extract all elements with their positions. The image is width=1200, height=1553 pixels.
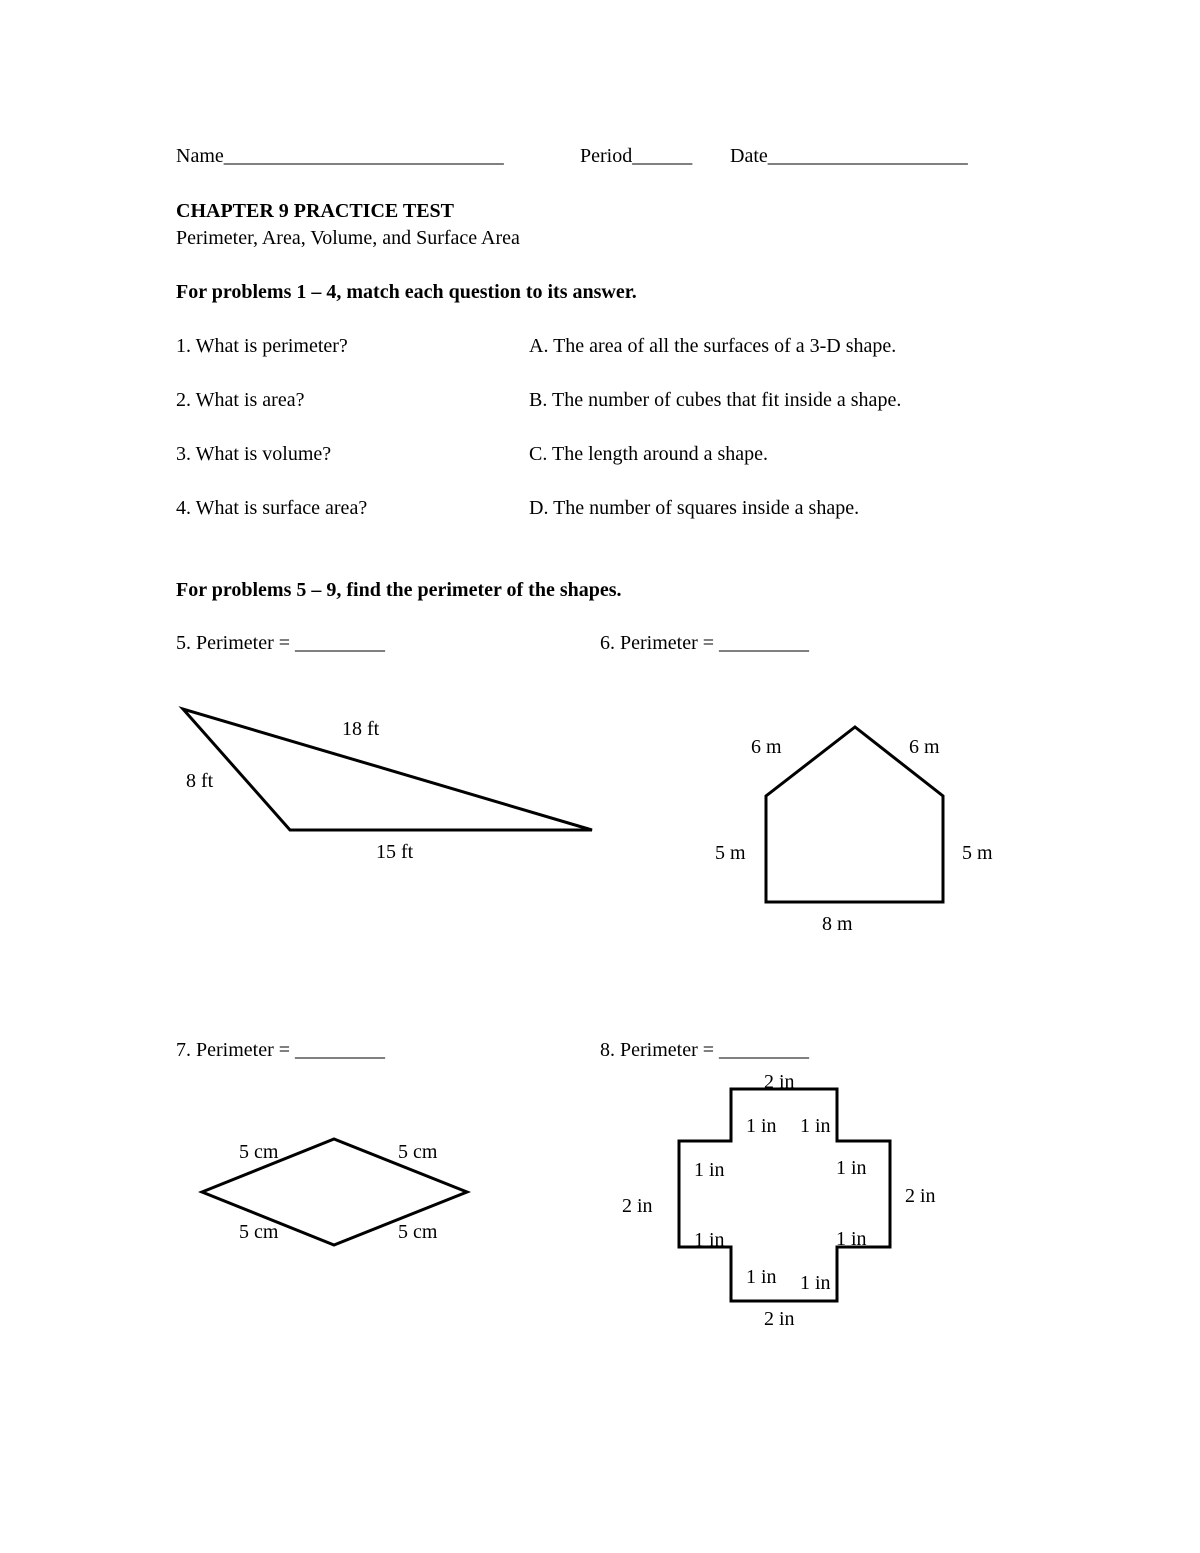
triangle-shape	[183, 709, 592, 830]
side-label-8ft: 8 ft	[186, 770, 214, 792]
problem-8-figure	[622, 1071, 936, 1330]
side-label-1in-bottom-right: 1 in	[800, 1272, 831, 1294]
side-label-5m-left: 5 m	[715, 842, 746, 864]
side-label-5cm-top-right: 5 cm	[398, 1141, 438, 1163]
answer-a: A. The area of all the surfaces of a 3-D shape.	[529, 335, 897, 357]
date-field[interactable]: Date____________________	[730, 145, 968, 167]
side-label-1in-top-left: 1 in	[746, 1115, 777, 1137]
answer-c: C. The length around a shape.	[529, 443, 769, 465]
problem-7-figure	[202, 1139, 467, 1245]
side-label-2in-left: 2 in	[622, 1195, 653, 1217]
problem-6-figure	[715, 727, 993, 935]
side-label-15ft: 15 ft	[376, 841, 414, 863]
problem-7-label: 7. Perimeter = _________	[176, 1039, 386, 1061]
period-field[interactable]: Period______	[580, 145, 693, 167]
side-label-2in-right: 2 in	[905, 1185, 936, 1207]
side-label-2in-bottom: 2 in	[764, 1308, 795, 1330]
section1-instruction: For problems 1 – 4, match each question to its answer.	[176, 281, 637, 303]
side-label-1in-lower-left: 1 in	[694, 1229, 725, 1251]
side-label-18ft: 18 ft	[342, 718, 380, 740]
cross-shape	[679, 1089, 890, 1301]
section2-instruction: For problems 5 – 9, find the perimeter of the shapes.	[176, 579, 622, 601]
question-2: 2. What is area?	[176, 389, 305, 411]
question-1: 1. What is perimeter?	[176, 335, 348, 357]
question-4: 4. What is surface area?	[176, 497, 368, 519]
side-label-2in-top: 2 in	[764, 1071, 795, 1093]
side-label-1in-bottom-left: 1 in	[746, 1266, 777, 1288]
side-label-1in-top-right: 1 in	[800, 1115, 831, 1137]
name-field[interactable]: Name____________________________	[176, 145, 504, 167]
side-label-6m-left: 6 m	[751, 736, 782, 758]
side-label-6m-right: 6 m	[909, 736, 940, 758]
side-label-5cm-bottom-left: 5 cm	[239, 1221, 279, 1243]
side-label-8m: 8 m	[822, 913, 853, 935]
problem-6-label: 6. Perimeter = _________	[600, 632, 810, 654]
page-title: CHAPTER 9 PRACTICE TEST	[176, 200, 455, 222]
page-subtitle: Perimeter, Area, Volume, and Surface Area	[176, 227, 520, 249]
side-label-5cm-top-left: 5 cm	[239, 1141, 279, 1163]
question-3: 3. What is volume?	[176, 443, 332, 465]
side-label-5cm-bottom-right: 5 cm	[398, 1221, 438, 1243]
side-label-5m-right: 5 m	[962, 842, 993, 864]
side-label-1in-upper-right: 1 in	[836, 1157, 867, 1179]
problem-5-label: 5. Perimeter = _________	[176, 632, 386, 654]
side-label-1in-upper-left: 1 in	[694, 1159, 725, 1181]
answer-b: B. The number of cubes that fit inside a shape.	[529, 389, 902, 411]
problem-5-figure	[183, 709, 592, 863]
problem-8-label: 8. Perimeter = _________	[600, 1039, 810, 1061]
answer-d: D. The number of squares inside a shape.	[529, 497, 860, 519]
side-label-1in-lower-right: 1 in	[836, 1228, 867, 1250]
